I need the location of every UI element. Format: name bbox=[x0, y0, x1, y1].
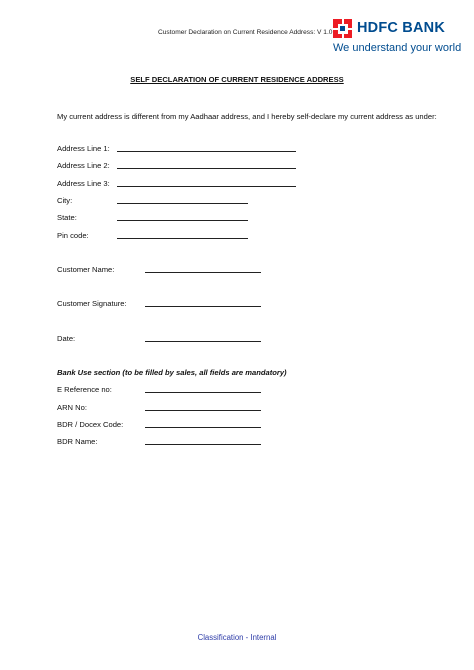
customer-name-field[interactable] bbox=[145, 272, 261, 273]
classification-footer: Classification - Internal bbox=[197, 633, 277, 642]
bdr-code-label: BDR / Docex Code: bbox=[57, 420, 124, 429]
declaration-statement: My current address is different from my Aadhaar address, and I hereby self-declare my current address as under: bbox=[57, 112, 437, 121]
bank-tagline: We understand your world bbox=[333, 42, 462, 54]
e-reference-label: E Reference no: bbox=[57, 385, 112, 394]
bdr-name-field[interactable] bbox=[145, 444, 261, 445]
address-line-1-field[interactable] bbox=[117, 151, 296, 152]
customer-signature-field[interactable] bbox=[145, 306, 261, 307]
arn-label: ARN No: bbox=[57, 403, 87, 412]
e-reference-field[interactable] bbox=[145, 392, 261, 393]
state-field[interactable] bbox=[117, 220, 248, 221]
form-reference: Customer Declaration on Current Residence Address: V 1.0 bbox=[158, 29, 333, 36]
arn-field[interactable] bbox=[145, 410, 261, 411]
bdr-code-field[interactable] bbox=[145, 427, 261, 428]
bank-use-section-heading: Bank Use section (to be filled by sales, all fields are mandatory) bbox=[57, 368, 287, 377]
address-line-3-label: Address Line 3: bbox=[57, 179, 110, 188]
pin-code-label: Pin code: bbox=[57, 231, 89, 240]
hdfc-logo-icon bbox=[333, 19, 352, 38]
customer-signature-label: Customer Signature: bbox=[57, 299, 127, 308]
address-line-1-label: Address Line 1: bbox=[57, 144, 110, 153]
form-title: SELF DECLARATION OF CURRENT RESIDENCE ADDRESS bbox=[130, 75, 344, 84]
date-label: Date: bbox=[57, 334, 76, 343]
bank-logo bbox=[333, 19, 469, 63]
pin-code-field[interactable] bbox=[117, 238, 248, 239]
city-label: City: bbox=[57, 196, 73, 205]
bank-name: HDFC BANK bbox=[357, 20, 445, 36]
bdr-name-label: BDR Name: bbox=[57, 437, 98, 446]
city-field[interactable] bbox=[117, 203, 248, 204]
address-line-2-field[interactable] bbox=[117, 168, 296, 169]
address-line-2-label: Address Line 2: bbox=[57, 161, 110, 170]
state-label: State: bbox=[57, 213, 77, 222]
customer-name-label: Customer Name: bbox=[57, 265, 115, 274]
address-line-3-field[interactable] bbox=[117, 186, 296, 187]
date-field[interactable] bbox=[145, 341, 261, 342]
